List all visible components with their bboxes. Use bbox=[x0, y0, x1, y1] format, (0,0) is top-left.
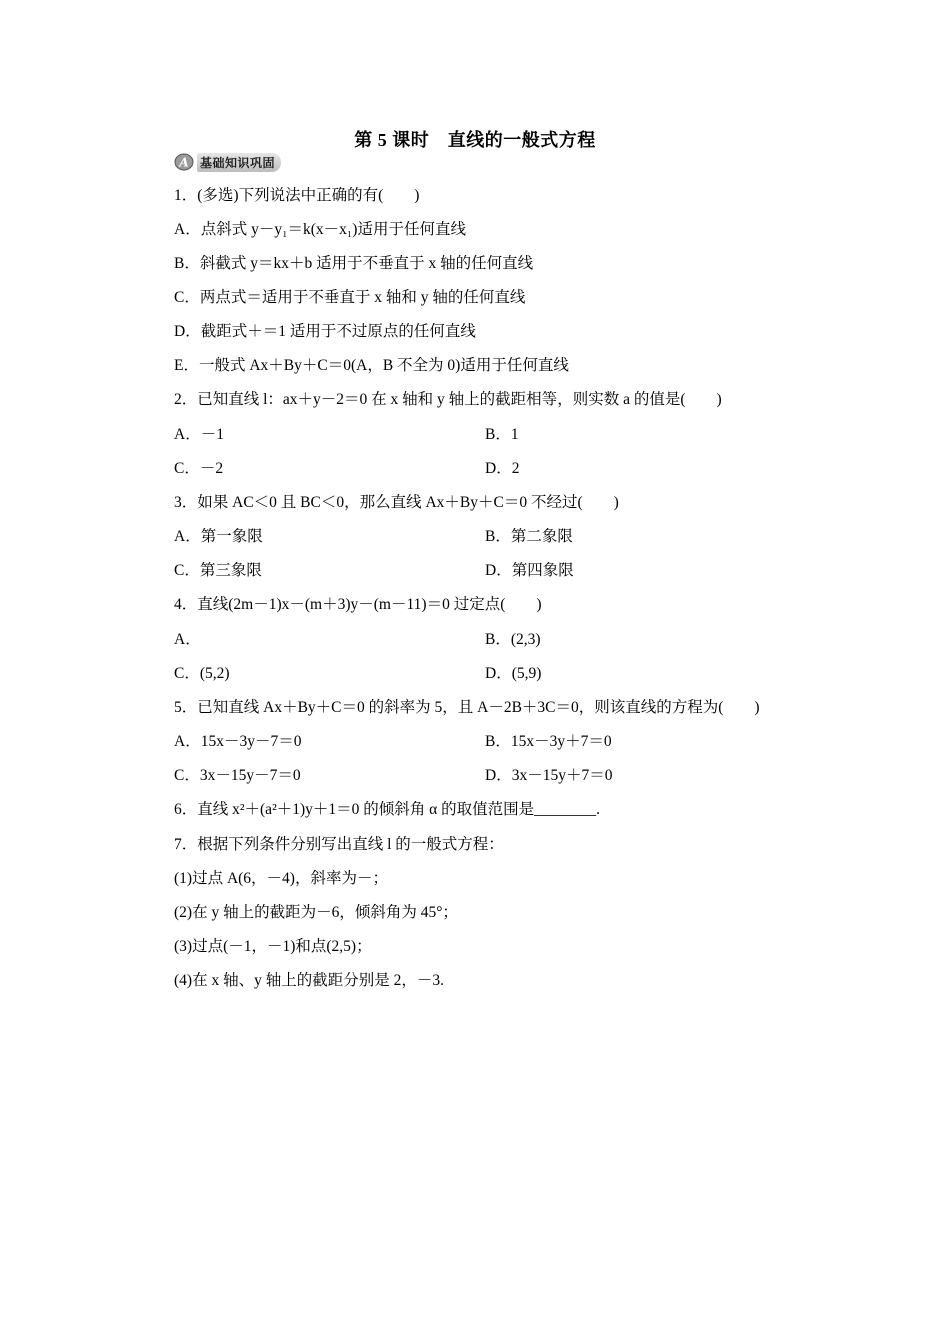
section-letter: A bbox=[179, 155, 189, 170]
question-5-option-b: B．15x－3y＋7＝0 bbox=[485, 733, 612, 750]
question-1-stem: 1．(多选)下列说法中正确的有( ) bbox=[174, 187, 420, 204]
question-3-option-a: A．第一象限 bbox=[174, 528, 263, 545]
question-2-option-c: C．－2 bbox=[174, 460, 224, 477]
question-5-option-c: C．3x－15y－7＝0 bbox=[174, 767, 301, 784]
question-4-option-b: B．(2,3) bbox=[485, 631, 541, 648]
question-7-part-2: (2)在 y 轴上的截距为－6，倾斜角为 45°； bbox=[174, 904, 458, 921]
question-2-option-d: D．2 bbox=[485, 460, 520, 477]
question-4-option-d: D．(5,9) bbox=[485, 665, 542, 682]
section-badge bbox=[174, 152, 281, 172]
question-4-stem: 4．直线(2m－1)x－(m＋3)y－(m－11)＝0 过定点( ) bbox=[174, 596, 542, 613]
question-2-stem: 2．已知直线 l：ax＋y－2＝0 在 x 轴和 y 轴上的截距相等，则实数 a 的值是( ) bbox=[174, 391, 722, 408]
question-1-option-b: B．斜截式 y＝kx＋b 适用于不垂直于 x 轴的任何直线 bbox=[174, 255, 534, 272]
question-7-stem: 7．根据下列条件分别写出直线 l 的一般式方程： bbox=[174, 836, 504, 853]
question-5-option-d: D．3x－15y＋7＝0 bbox=[485, 767, 613, 784]
question-2-option-a: A．－1 bbox=[174, 426, 224, 443]
question-7-part-1: (1)过点 A(6，－4)，斜率为－； bbox=[174, 870, 388, 887]
question-1-option-a: A．点斜式 y－y₁＝k(x－x₁)适用于任何直线 bbox=[174, 221, 466, 238]
question-3-option-b: B．第二象限 bbox=[485, 528, 573, 545]
question-3-stem: 3．如果 AC＜0 且 BC＜0，那么直线 Ax＋By＋C＝0 不经过( ) bbox=[174, 494, 619, 511]
page-title: 第 5 课时 直线的一般式方程 bbox=[354, 130, 596, 150]
section-letter-icon bbox=[174, 153, 194, 171]
question-4-option-a: A． bbox=[174, 631, 201, 648]
question-6-stem: 6．直线 x²＋(a²＋1)y＋1＝0 的倾斜角 α 的取值范围是________. bbox=[174, 801, 600, 818]
question-5-option-a: A．15x－3y－7＝0 bbox=[174, 733, 302, 750]
question-1-option-e: E．一般式 Ax＋By＋C＝0(A，B 不全为 0)适用于任何直线 bbox=[174, 357, 569, 374]
question-1-option-c: C．两点式＝适用于不垂直于 x 轴和 y 轴的任何直线 bbox=[174, 289, 526, 306]
question-7-part-4: (4)在 x 轴、y 轴上的截距分别是 2，－3. bbox=[174, 972, 444, 989]
question-5-stem: 5．已知直线 Ax＋By＋C＝0 的斜率为 5，且 A－2B＋3C＝0，则该直线的方程为( ) bbox=[174, 699, 760, 716]
question-1-option-d: D．截距式＋＝1 适用于不过原点的任何直线 bbox=[174, 323, 476, 340]
question-3-option-c: C．第三象限 bbox=[174, 562, 262, 579]
question-2-option-b: B．1 bbox=[485, 426, 519, 443]
question-3-option-d: D．第四象限 bbox=[485, 562, 574, 579]
section-label: 基础知识巩固 bbox=[197, 153, 281, 172]
question-7-part-3: (3)过点(－1，－1)和点(2,5)； bbox=[174, 938, 372, 955]
question-4-option-c: C．(5,2) bbox=[174, 665, 230, 682]
